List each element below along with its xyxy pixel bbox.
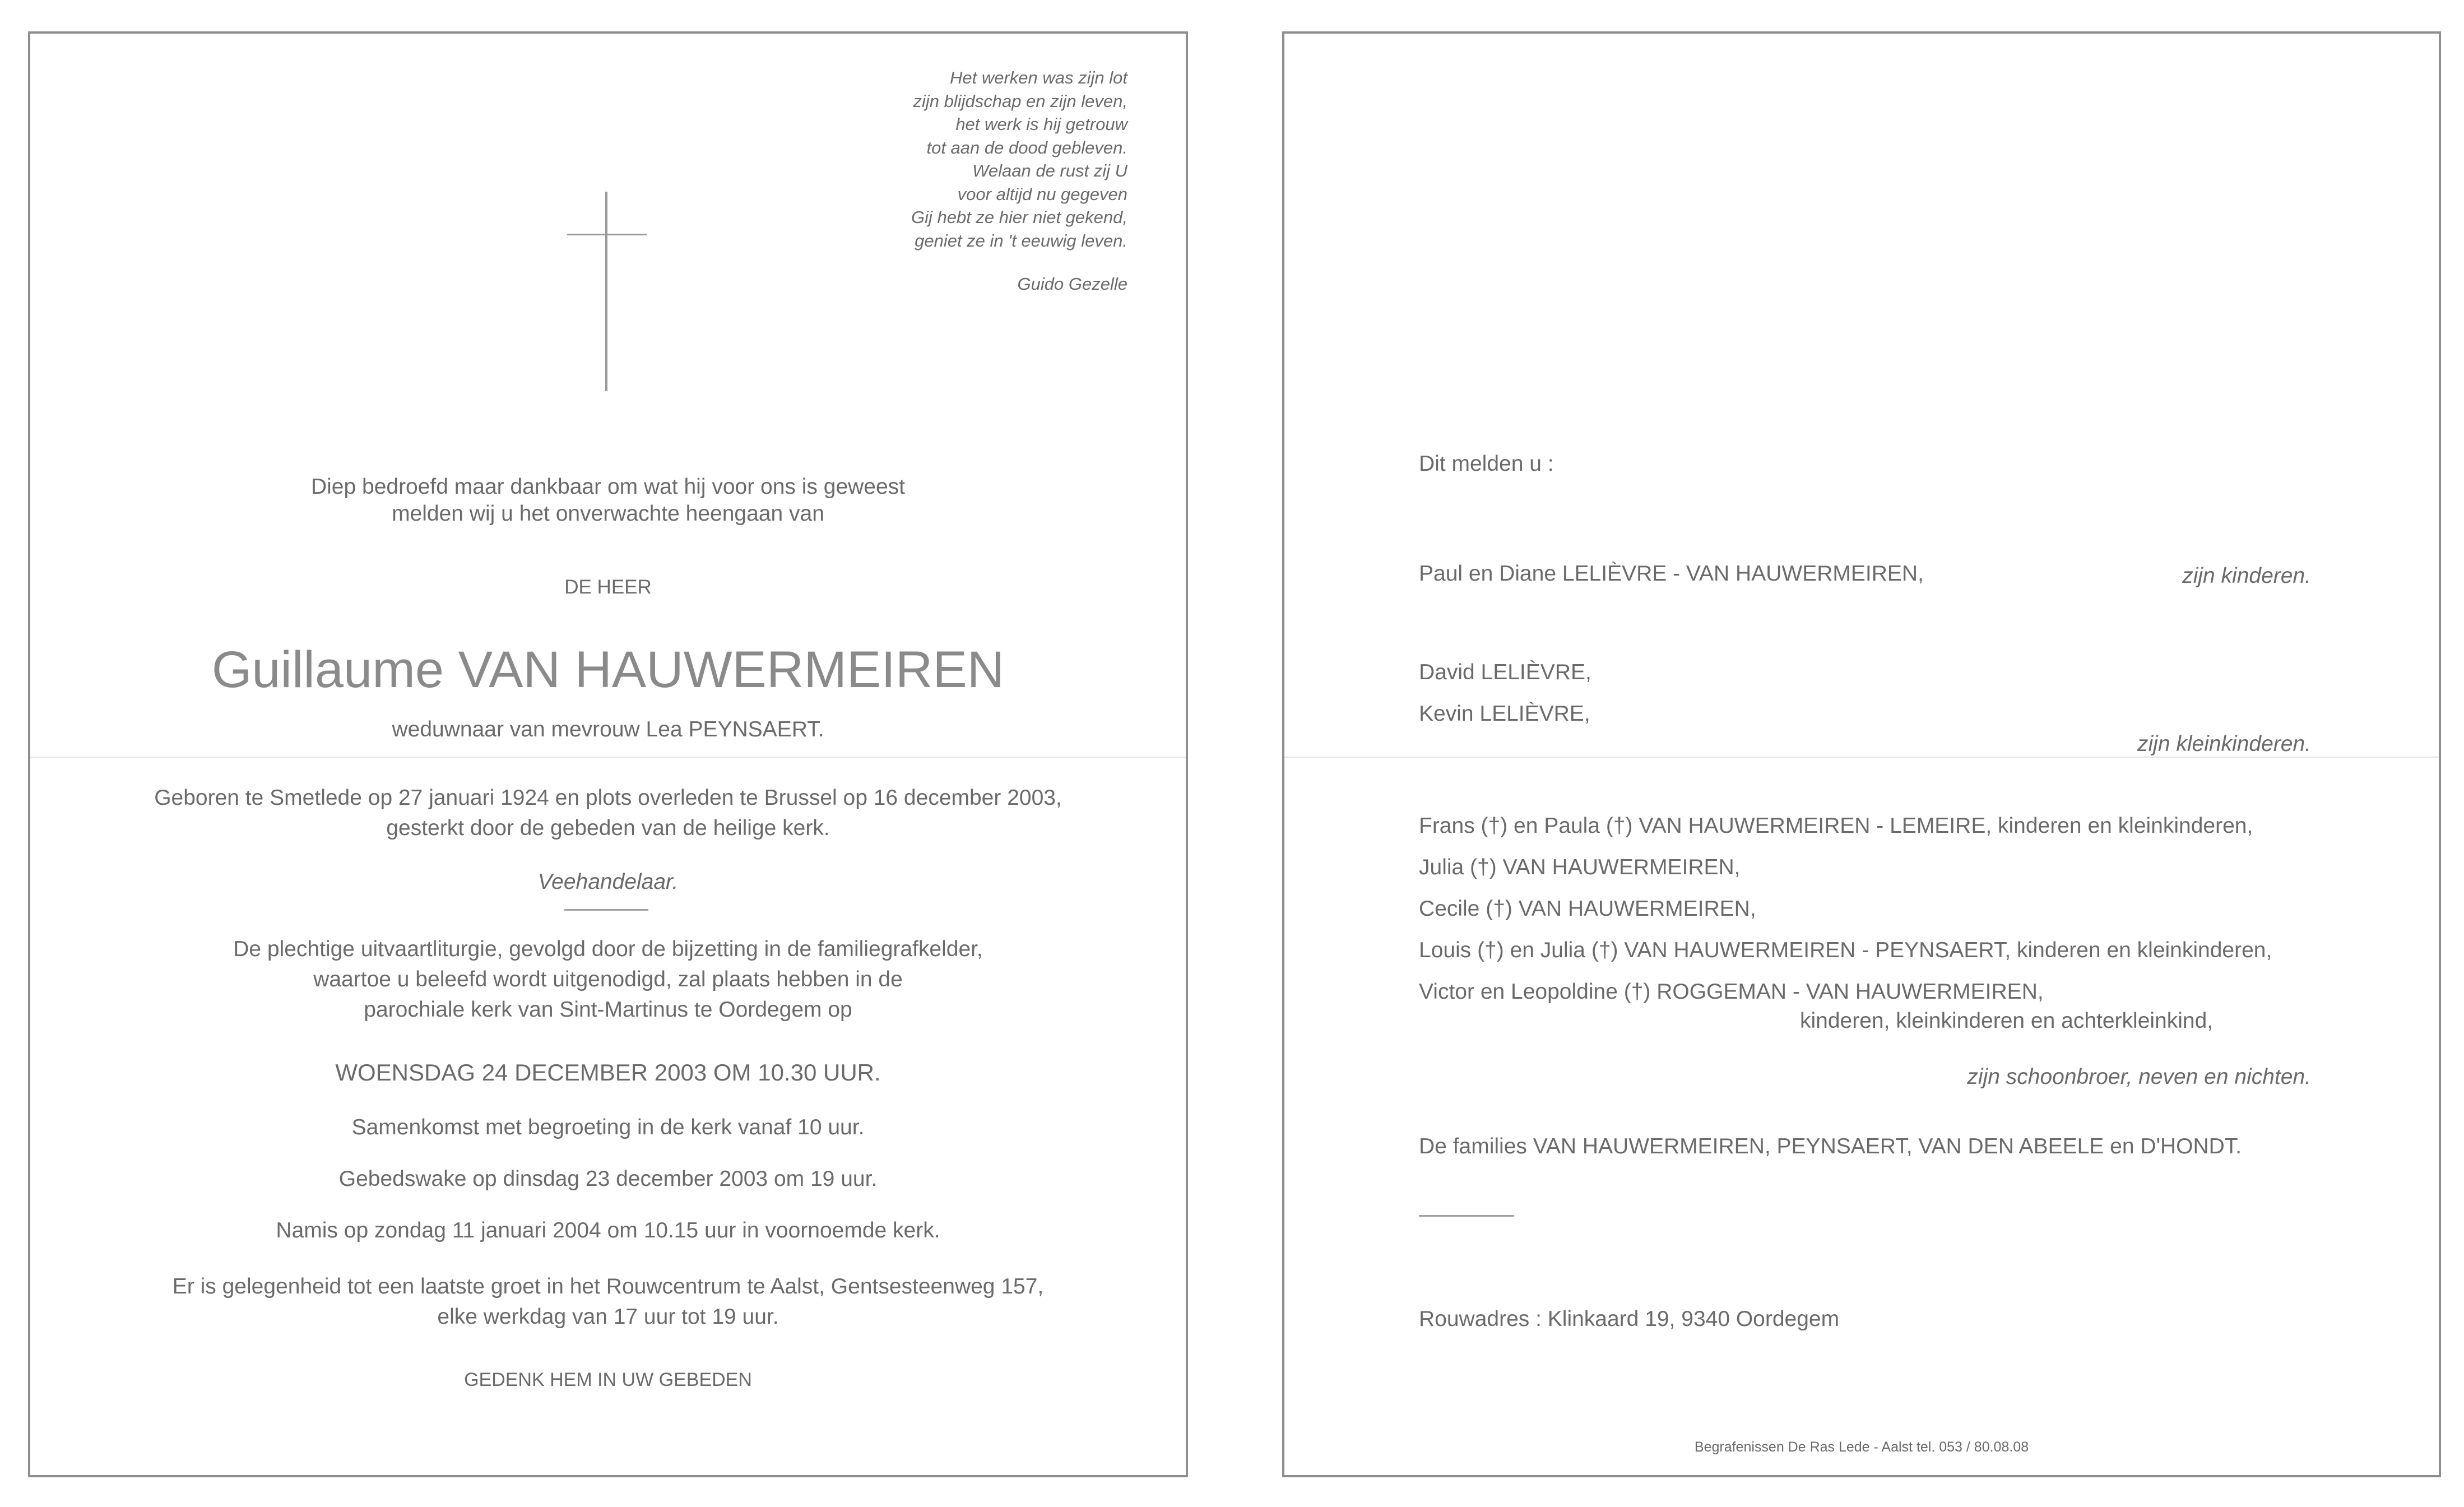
birth-death-line-1: Geboren te Smetlede op 27 januari 1924 en plots overleden te Brussel op 16 december 2003,	[154, 786, 1062, 810]
intro-line-2: melden wij u het onverwachte heengaan van	[392, 502, 824, 526]
sibling-line-4: Louis (†) en Julia (†) VAN HAUWERMEIREN - PEYNSAERT, kinderen en kleinkinderen,	[1419, 938, 2272, 962]
printer-line: Begrafenissen De Ras Lede - Aalst tel. 053 / 80.08.08	[1694, 1439, 2029, 1455]
grandchildren-role: zijn kleinkinderen.	[2137, 732, 2311, 756]
poem-line: zijn blijdschap en zijn leven,	[913, 91, 1127, 111]
grandchild-line-2: Kevin LELIÈVRE,	[1419, 702, 1590, 726]
poem-line: het werk is hij getrouw	[955, 114, 1127, 134]
poem-line: Het werken was zijn lot	[949, 68, 1127, 87]
divider	[1419, 1215, 1514, 1217]
sibling-line-3: Cecile (†) VAN HAUWERMEIREN,	[1419, 897, 1756, 921]
funeral-line-1: De plechtige uitvaartliturgie, gevolgd door de bijzetting in de familiegrafkelder,	[233, 937, 983, 961]
families-line: De families VAN HAUWERMEIREN, PEYNSAERT, VAN DEN ABEELE en D'HONDT.	[1419, 1134, 2242, 1158]
sibling-line-5-cont: kinderen, kleinkinderen en achterkleinkind,	[1800, 1009, 2214, 1033]
announce-line: Dit melden u :	[1419, 452, 1554, 476]
widower-line: weduwnaar van mevrouw Lea PEYNSAERT.	[392, 717, 824, 741]
fold-line	[30, 757, 1186, 758]
poem-line: geniet ze in 't eeuwig leven.	[915, 230, 1127, 251]
cross-icon	[605, 192, 607, 391]
cross-icon-bar	[567, 234, 647, 235]
poem	[911, 66, 1127, 296]
funeral-line-3: parochiale kerk van Sint-Martinus te Oordegem op	[364, 998, 852, 1022]
vigil-line: Gebedswake op dinsdag 23 december 2003 om 19 uur.	[338, 1167, 878, 1191]
grandchild-line-1: David LELIÈVRE,	[1419, 660, 1591, 684]
divider	[564, 909, 648, 911]
children-role: zijn kinderen.	[2182, 564, 2311, 588]
poem-line: Welaan de rust zij U	[972, 161, 1127, 180]
closing-line: GEDENK HEM IN UW GEBEDEN	[464, 1369, 752, 1390]
children-line: Paul en Diane LELIÈVRE - VAN HAUWERMEIREN,	[1419, 562, 1924, 586]
sibling-line-2: Julia (†) VAN HAUWERMEIREN,	[1419, 855, 1741, 879]
visit-line-2: elke werkdag van 17 uur tot 19 uur.	[437, 1305, 779, 1329]
birth-death-line-2: gesterkt door de gebeden van de heilige kerk.	[386, 816, 830, 840]
fold-line	[1284, 757, 2439, 758]
right-page	[1282, 31, 2441, 1477]
left-page	[28, 31, 1188, 1477]
poem-author: Guido Gezelle	[1017, 274, 1127, 294]
poem-line: Gij hebt ze hier niet gekend,	[911, 207, 1127, 227]
sibling-line-5: Victor en Leopoldine (†) ROGGEMAN - VAN HAUWERMEIREN,	[1419, 980, 2044, 1004]
siblings-role: zijn schoonbroer, neven en nichten.	[1967, 1065, 2311, 1089]
occupation: Veehandelaar.	[537, 870, 679, 894]
gathering-line: Samenkomst met begroeting in de kerk vanaf 10 uur.	[351, 1115, 865, 1139]
honorific: DE HEER	[564, 576, 652, 598]
funeral-date: WOENSDAG 24 DECEMBER 2003 OM 10.30 UUR.	[335, 1059, 881, 1086]
poem-line: voor altijd nu gegeven	[957, 184, 1127, 204]
sibling-line-1: Frans (†) en Paula (†) VAN HAUWERMEIREN - LEMEIRE, kinderen en kleinkinderen,	[1419, 814, 2253, 838]
funeral-line-2: waartoe u beleefd wordt uitgenodigd, zal plaats hebben in de	[313, 967, 903, 991]
visit-line-1: Er is gelegenheid tot een laatste groet in het Rouwcentrum te Aalst, Gentsesteenweg 157,	[172, 1274, 1044, 1299]
intro-line-1: Diep bedroefd maar dankbaar om wat hij voor ons is geweest	[310, 475, 906, 499]
mass-line: Namis op zondag 11 januari 2004 om 10.15 uur in voornoemde kerk.	[276, 1218, 940, 1242]
deceased-name: Guillaume VAN HAUWERMEIREN	[211, 641, 1005, 698]
poem-line: tot aan de dood gebleven.	[926, 137, 1127, 157]
address-line: Rouwadres : Klinkaard 19, 9340 Oordegem	[1419, 1307, 1840, 1331]
